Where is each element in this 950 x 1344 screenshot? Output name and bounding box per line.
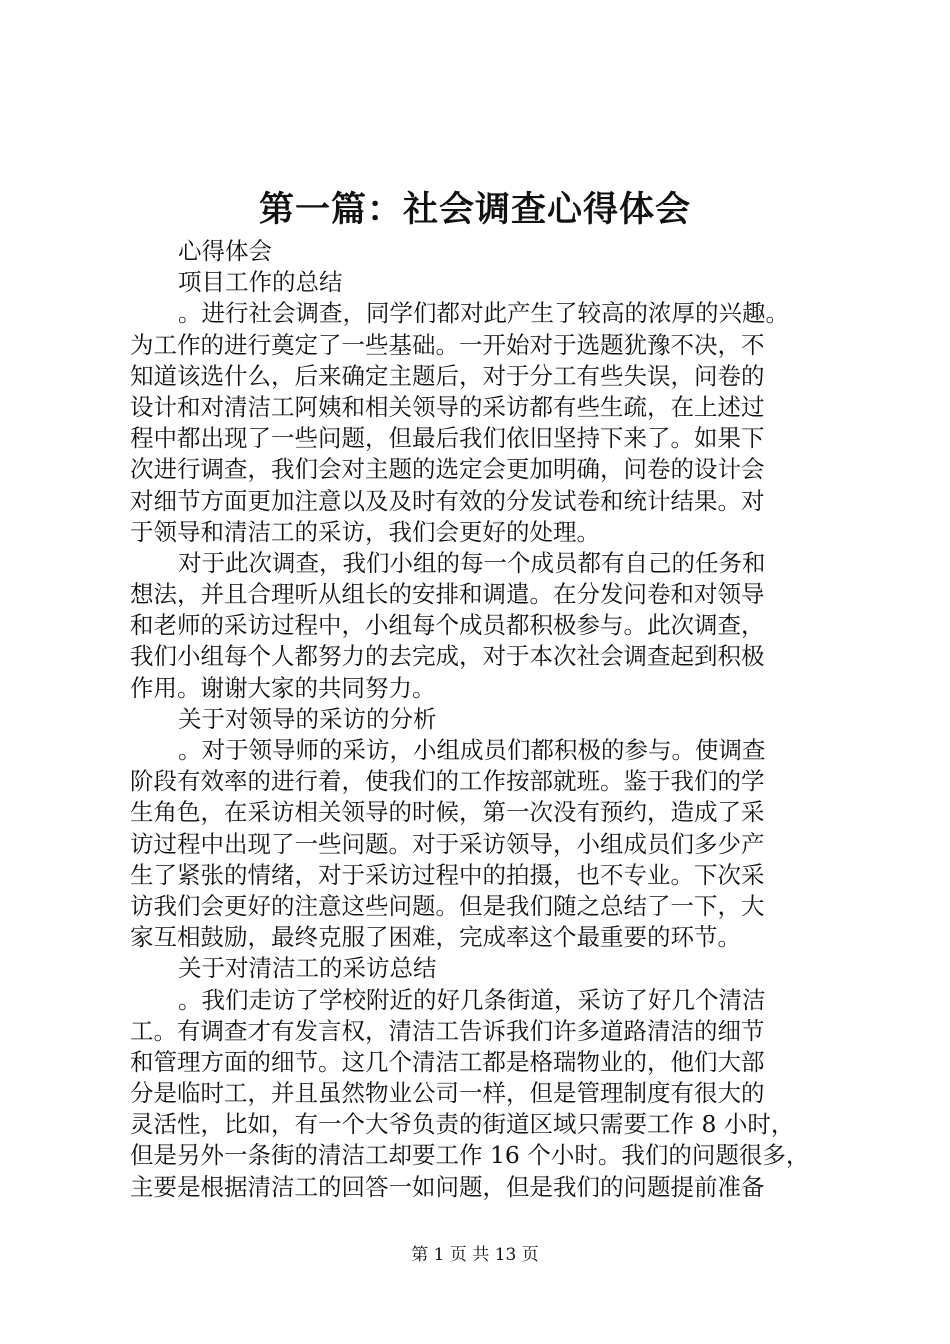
- text-line: 工。有调查才有发言权，清洁工告诉我们许多道路清洁的细节: [130, 1016, 765, 1045]
- text-line: 灵活性，比如，有一个大爷负责的街道区域只需要工作 8 小时，: [130, 1110, 795, 1139]
- text-line: 项目工作的总结: [178, 268, 343, 297]
- text-line: 作用。谢谢大家的共同努力。: [130, 673, 436, 702]
- text-line: 知道该选什么，后来确定主题后，对于分工有些失误，问卷的: [130, 361, 765, 390]
- text-line: 。我们走访了学校附近的好几条街道，采访了好几个清洁: [178, 985, 766, 1014]
- text-line: 想法，并且合理听从组长的安排和调遣。在分发问卷和对领导: [130, 580, 765, 609]
- text-line: 心得体会: [178, 237, 272, 265]
- text-line: 生角色，在采访相关领导的时候，第一次没有预约，造成了采: [130, 798, 765, 827]
- text-line: 关于对领导的采访的分析: [178, 704, 437, 733]
- text-line: 设计和对清洁工阿姨和相关领导的采访都有些生疏，在上述过: [130, 392, 765, 421]
- text-line: 对细节方面更加注意以及及时有效的分发试卷和统计结果。对: [130, 486, 765, 515]
- text-line: 家互相鼓励，最终克服了困难，完成率这个最重要的环节。: [130, 923, 741, 952]
- text-line: 关于对清洁工的采访总结: [178, 954, 437, 983]
- text-line: 访我们会更好的注意这些问题。但是我们随之总结了一下，大: [130, 891, 765, 920]
- text-line: 我们小组每个人都努力的去完成，对于本次社会调查起到积极: [130, 642, 765, 671]
- text-line: 程中都出现了一些问题，但最后我们依旧坚持下来了。如果下: [130, 424, 765, 453]
- text-line: 和管理方面的细节。这几个清洁工都是格瑞物业的，他们大部: [130, 1047, 765, 1076]
- page-footer: 第 1 页 共 13 页: [411, 1245, 539, 1265]
- text-line: 和老师的采访过程中，小组每个成员都积极参与。此次调查，: [130, 611, 765, 640]
- text-line: 次进行调查，我们会对主题的选定会更加明确，问卷的设计会: [130, 455, 765, 484]
- text-line: 对于此次调查，我们小组的每一个成员都有自己的任务和: [178, 548, 766, 577]
- document-body: [130, 236, 842, 1203]
- text-line: 分是临时工，并且虽然物业公司一样，但是管理制度有很大的: [130, 1079, 765, 1108]
- text-line: 于领导和清洁工的采访，我们会更好的处理。: [130, 517, 600, 546]
- text-line: 生了紧张的情绪，对于采访过程中的拍摄，也不专业。下次采: [130, 860, 765, 889]
- text-line: 但是另外一条街的清洁工却要工作 16 个小时。我们的问题很多，: [130, 1141, 810, 1170]
- text-line: 访过程中出现了一些问题。对于采访领导，小组成员们多少产: [130, 829, 765, 858]
- text-line: 为工作的进行奠定了一些基础。一开始对于选题犹豫不决，不: [130, 330, 765, 359]
- text-line: 。进行社会调查，同学们都对此产生了较高的浓厚的兴趣。: [178, 299, 789, 328]
- text-line: 主要是根据清洁工的回答一如问题，但是我们的问题提前准备: [130, 1172, 765, 1201]
- document-title: 第一篇：社会调查心得体会: [258, 189, 691, 230]
- text-line: 阶段有效率的进行着，使我们的工作按部就班。鉴于我们的学: [130, 767, 765, 796]
- text-line: 。对于领导师的采访，小组成员们都积极的参与。使调查: [178, 736, 766, 764]
